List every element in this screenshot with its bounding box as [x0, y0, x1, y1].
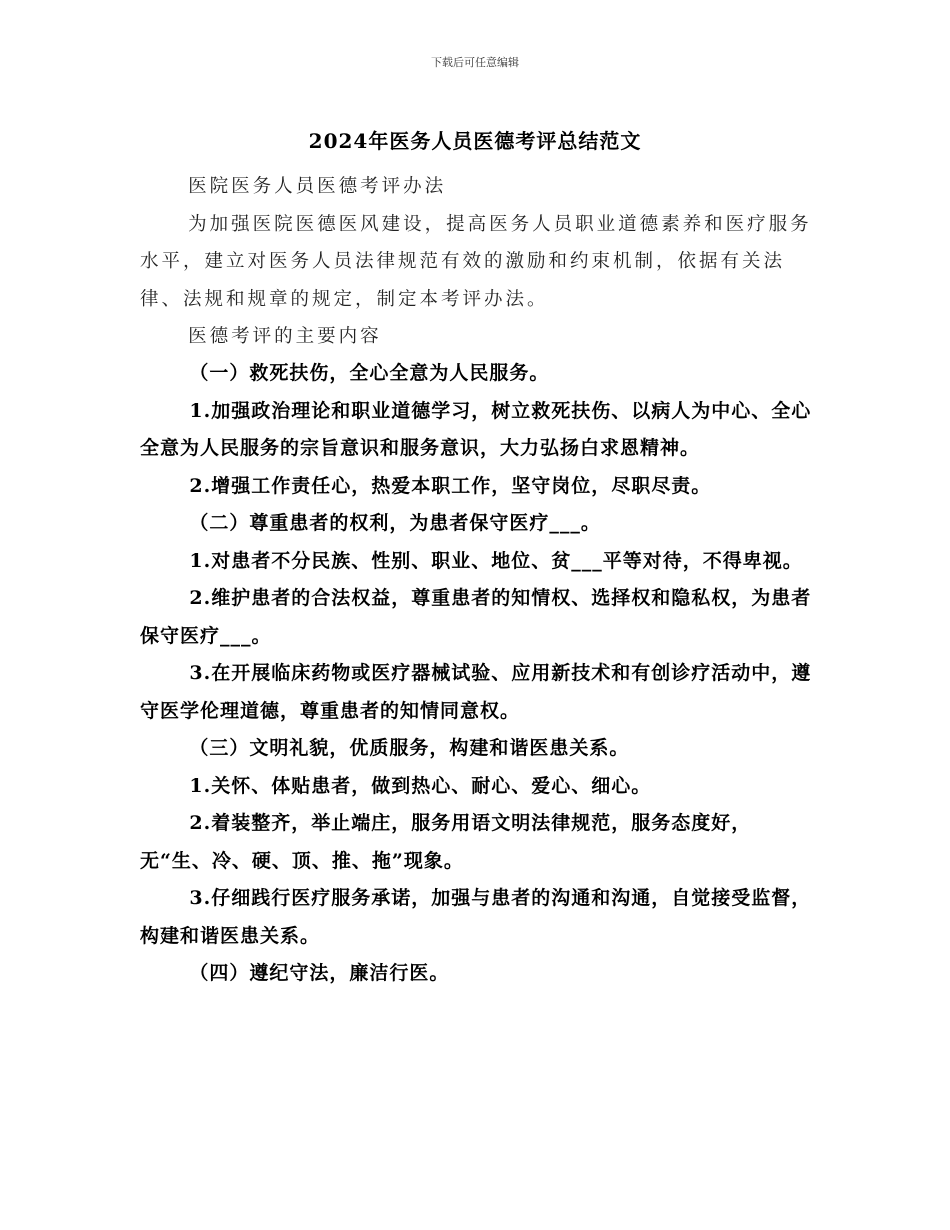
header-note: 下载后可任意编辑 [431, 56, 519, 69]
section-item: 1.加强政治理论和职业道德学习，树立救死扶伤、以病人为中心、全心全意为人民服务的宗旨意识和服务意识，大力弘扬白求恩精神。 [140, 399, 812, 459]
section-item: 2.维护患者的合法权益，尊重患者的知情权、选择权和隐私权，为患者保守医疗___。 [140, 587, 812, 647]
page-title: 2024年医务人员医德考评总结范文 [308, 129, 642, 153]
section-item: 2.着装整齐，举止端庄，服务用语文明法律规范，服务态度好，无“生、冷、硬、顶、推、拖”现象。 [140, 812, 752, 872]
section-item: 1.关怀、体贴患者，做到热心、耐心、爱心、细心。 [189, 774, 652, 797]
sections-block [140, 355, 820, 993]
section-item: 3.仔细践行医疗服务承诺，加强与患者的沟通和沟通，自觉接受监督，构建和谐医患关系。 [140, 887, 812, 947]
intro-block [140, 168, 820, 356]
intro-heading: 医院医务人员医德考评办法 [188, 176, 447, 197]
section-heading: （三）文明礼貌，优质服务，构建和谐医患关系。 [189, 737, 630, 759]
section-heading: （二）尊重患者的权利，为患者保守医疗___。 [189, 512, 601, 534]
intro-heading-2: 医德考评的主要内容 [188, 326, 382, 347]
section-heading: （一）救死扶伤，全心全意为人民服务。 [189, 362, 550, 384]
intro-paragraph: 为加强医院医德医风建设，提高医务人员职业道德素养和医疗服务水平，建立对医务人员法律规范有效的激励和约束机制，依据有关法律、法规和规章的规定，制定本考评办法。 [140, 213, 812, 310]
section-heading: （四）遵纪守法，廉洁行医。 [189, 962, 450, 984]
section-item: 2.增强工作责任心，热爱本职工作，坚守岗位，尽职尽责。 [189, 474, 712, 497]
section-item: 3.在开展临床药物或医疗器械试验、应用新技术和有创诊疗活动中，遵守医学伦理道德，尊重患者的知情同意权。 [140, 662, 812, 722]
section-item: 1.对患者不分民族、性别、职业、地位、贫___平等对待，不得卑视。 [189, 549, 803, 572]
